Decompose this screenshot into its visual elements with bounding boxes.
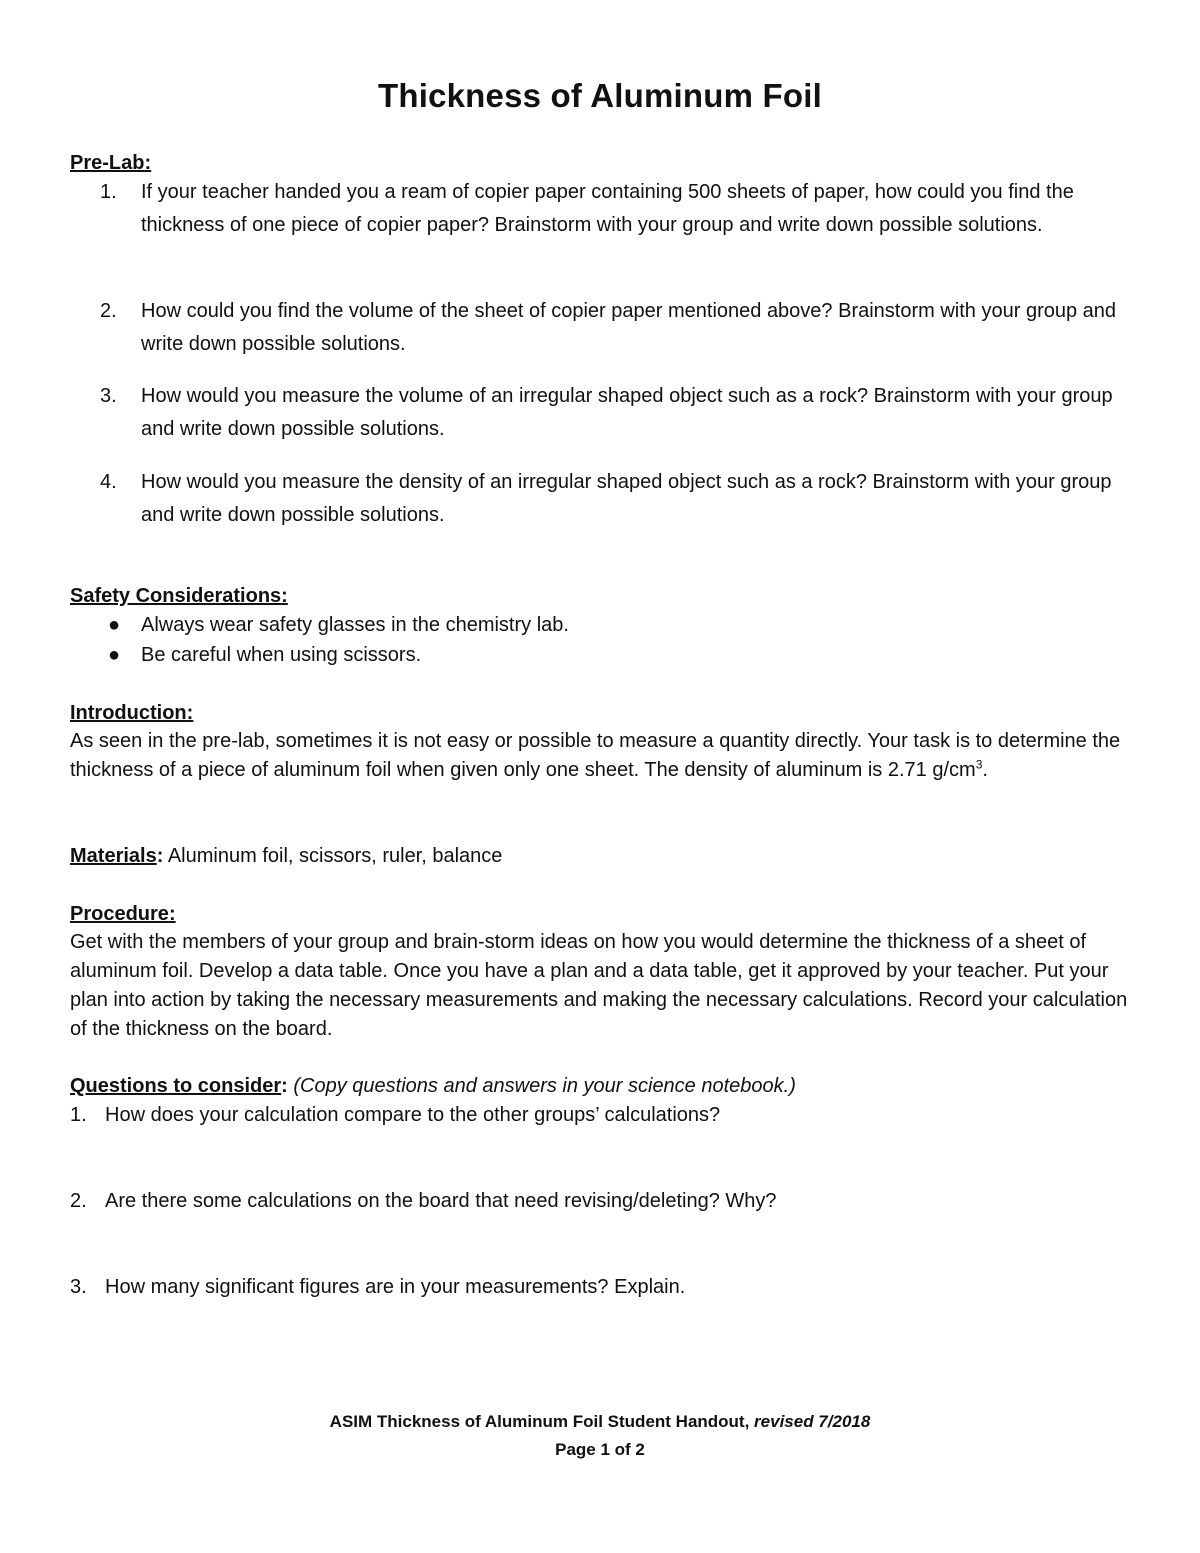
question-text: How many significant figures are in your measurements? Explain. — [105, 1276, 686, 1298]
bullet-icon: ● — [108, 614, 121, 636]
bullet-icon: ● — [108, 644, 121, 666]
question-number: 2. — [70, 1190, 87, 1212]
materials-line: Materials: Aluminum foil, scissors, ruler, balance — [70, 845, 503, 867]
safety-heading-text: Safety Considerations — [70, 585, 282, 607]
question-item-2 — [70, 1187, 1130, 1216]
prelab-item-number: 4. — [100, 471, 117, 493]
introduction-end: . — [982, 759, 988, 781]
question-number: 3. — [70, 1276, 87, 1298]
questions-note: (Copy questions and answers in your science notebook.) — [293, 1075, 796, 1097]
question-text: Are there some calculations on the board that need revising/deleting? Why? — [105, 1190, 777, 1212]
prelab-item-2 — [100, 295, 1130, 360]
questions-label: Questions to consider — [70, 1075, 282, 1097]
prelab-item-1 — [100, 176, 1130, 241]
safety-item-text: Always wear safety glasses in the chemistry lab. — [141, 614, 569, 636]
procedure-heading: Procedure: — [70, 903, 176, 925]
prelab-item-text: If your teacher handed you a ream of copier paper containing 500 sheets of paper, how could you find the thickness of one piece of copier paper? Brainstorm with your group and write down possible solutions. — [141, 181, 1074, 236]
prelab-item-3 — [100, 380, 1130, 445]
footer-revision: revised 7/2018 — [754, 1412, 871, 1431]
question-number: 1. — [70, 1104, 87, 1126]
materials-label: Materials — [70, 845, 157, 867]
page-number: Page 1 of 2 — [555, 1440, 645, 1459]
page-title: Thickness of Aluminum Foil — [377, 77, 822, 114]
safety-item-2 — [108, 641, 421, 670]
prelab-item-4 — [100, 466, 1130, 531]
safety-item-text: Be careful when using scissors. — [141, 644, 422, 666]
prelab-item-number: 2. — [100, 300, 117, 322]
introduction-heading-text: Introduction — [70, 702, 187, 724]
question-text: How does your calculation compare to the other groups’ calculations? — [105, 1104, 721, 1126]
question-item-3 — [70, 1273, 1130, 1302]
footer-title: ASIM Thickness of Aluminum Foil Student Handout, — [329, 1412, 755, 1431]
procedure-heading-text: Procedure — [70, 903, 169, 925]
prelab-item-text: How would you measure the volume of an irregular shaped object such as a rock? Brainstorm with your group and write down possible solutions. — [141, 385, 1113, 440]
prelab-item-text: How would you measure the density of an irregular shaped object such as a rock? Brainstorm with your group and write down possible solutions. — [141, 471, 1112, 526]
prelab-heading: Pre-Lab: — [70, 152, 152, 174]
introduction-text — [70, 727, 1130, 785]
introduction-body: As seen in the pre-lab, sometimes it is not easy or possible to measure a quantity directly. Your task is to determine the thickness of a piece of aluminum foil when given only one sheet. The density of aluminum is 2.71 g/cm — [70, 730, 1121, 781]
procedure-text: Get with the members of your group and brain-storm ideas on how you would determine the thickness of a sheet of aluminum foil. Develop a data table. Once you have a plan and a data table, get it approved by your teacher. Put your plan into action by taking the necessary measurements and making the necessary calculations. Record your calculation of the thickness on the board. — [70, 931, 1128, 1040]
question-item-1 — [70, 1101, 1130, 1130]
safety-item-1 — [108, 611, 569, 640]
prelab-item-number: 1. — [100, 181, 117, 203]
prelab-heading-text: Pre-Lab — [70, 152, 145, 174]
introduction-heading: Introduction: — [70, 702, 194, 724]
questions-heading-line: Questions to consider: (Copy questions and answers in your science notebook.) — [70, 1075, 796, 1097]
prelab-item-text: How could you find the volume of the sheet of copier paper mentioned above? Brainstorm with your group and write down possible solutions. — [141, 300, 1117, 355]
safety-heading: Safety Considerations: — [70, 585, 288, 607]
footer-line-1 — [0, 1409, 1200, 1435]
materials-text: Aluminum foil, scissors, ruler, balance — [163, 845, 503, 867]
prelab-item-number: 3. — [100, 385, 117, 407]
superscript-exponent: 3 — [975, 757, 983, 772]
